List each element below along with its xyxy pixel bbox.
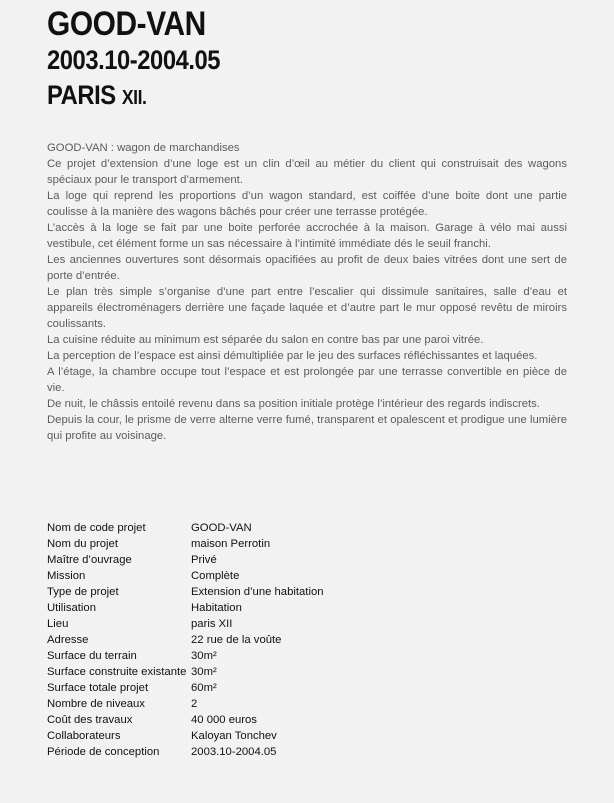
description-paragraph: A l’étage, la chambre occupe tout l’espace et est prolongée par une terrasse convertible en pièce de vie. xyxy=(47,366,567,394)
spec-value: 30m² xyxy=(191,666,217,678)
spec-label: Nom du projet xyxy=(47,538,118,550)
spec-row xyxy=(47,648,324,664)
spec-label: Période de conception xyxy=(47,746,160,758)
spec-row xyxy=(47,616,324,632)
spec-label: Coût des travaux xyxy=(47,714,133,726)
spec-label: Collaborateurs xyxy=(47,730,121,742)
project-description xyxy=(47,140,567,444)
project-title: GOOD-VAN xyxy=(47,5,206,43)
description-paragraph: L’accès à la loge se fait par une boite perforée accrochée à la maison. Garage à vélo mai aussi vestibule, cet élément forme un sas nécessaire à l’intimité immédiate dés le seuil franchi. xyxy=(47,222,567,250)
spec-value: 22 rue de la voûte xyxy=(191,634,282,646)
spec-value: 60m² xyxy=(191,682,217,694)
spec-value: Extension d’une habitation xyxy=(191,586,324,598)
description-intro: GOOD-VAN : wagon de marchandises xyxy=(47,142,240,154)
spec-value: maison Perrotin xyxy=(191,538,271,550)
spec-row xyxy=(47,520,324,536)
description-paragraph: Les anciennes ouvertures sont désormais opacifiées au profit de deux baies vitrées dont une sert de porte d’entrée. xyxy=(47,254,567,282)
spec-label: Surface totale projet xyxy=(47,682,149,694)
spec-label: Adresse xyxy=(47,634,89,646)
description-paragraph: La perception de l’espace est ainsi démultipliée par le jeu des surfaces réfléchissantes et laquées. xyxy=(47,350,538,362)
spec-row xyxy=(47,600,324,616)
spec-label: Surface construite existante xyxy=(47,666,187,678)
spec-row xyxy=(47,744,324,760)
description-paragraph: De nuit, le châssis entoilé revenu dans sa position initiale protège l’intérieur des regards indiscrets. xyxy=(47,398,540,410)
spec-row xyxy=(47,568,324,584)
project-header xyxy=(47,4,244,116)
spec-label: Nom de code projet xyxy=(47,522,146,534)
spec-label: Surface du terrain xyxy=(47,650,137,662)
spec-row xyxy=(47,536,324,552)
description-paragraph: Ce projet d’extension d’une loge est un clin d’œil au métier du client qui construisait des wagons spéciaux pour le transport d’armement. xyxy=(47,158,567,186)
spec-row xyxy=(47,712,324,728)
spec-label: Type de projet xyxy=(47,586,119,598)
project-specs-table xyxy=(47,520,324,760)
spec-value: 40 000 euros xyxy=(191,714,257,726)
spec-row xyxy=(47,552,324,568)
spec-value: Privé xyxy=(191,554,217,566)
spec-value: GOOD-VAN xyxy=(191,522,252,534)
spec-label: Maître d’ouvrage xyxy=(47,554,132,566)
spec-value: 2 xyxy=(191,698,198,710)
spec-row xyxy=(47,632,324,648)
spec-row xyxy=(47,728,324,744)
project-district: XII. xyxy=(121,87,147,109)
spec-label: Utilisation xyxy=(47,602,96,614)
spec-value: Complète xyxy=(191,570,240,582)
spec-label: Nombre de niveaux xyxy=(47,698,145,710)
project-location xyxy=(47,77,220,116)
description-paragraph: Le plan très simple s’organise d’une part entre l’escalier qui dissimule sanitaires, salle d’eau et appareils électroménagers derrière une façade laquée et d’autre part le mur opposé revêtu de miroirs coulissants. xyxy=(47,286,567,330)
spec-row xyxy=(47,680,324,696)
spec-value: Habitation xyxy=(191,602,242,614)
description-paragraph: La loge qui reprend les proportions d’un wagon standard, est coiffée d’une boite dont une partie coulisse à la manière des wagons bâchés pour créer une terrasse protégée. xyxy=(47,190,567,218)
project-dates: 2003.10-2004.05 xyxy=(47,45,221,75)
spec-label: Lieu xyxy=(47,618,69,630)
spec-value: Kaloyan Tonchev xyxy=(191,730,277,742)
spec-row xyxy=(47,696,324,712)
description-paragraph: Depuis la cour, le prisme de verre alterne verre fumé, transparent et opalescent et prodigue une lumière qui profite au voisinage. xyxy=(47,414,567,442)
spec-value: paris XII xyxy=(191,618,233,630)
description-paragraph: La cuisine réduite au minimum est séparée du salon en contre bas par une paroi vitrée. xyxy=(47,334,484,346)
spec-row xyxy=(47,584,324,600)
spec-row xyxy=(47,664,324,680)
spec-label: Mission xyxy=(47,570,86,582)
project-city: PARIS xyxy=(47,80,116,110)
spec-value: 2003.10-2004.05 xyxy=(191,746,277,758)
spec-value: 30m² xyxy=(191,650,217,662)
